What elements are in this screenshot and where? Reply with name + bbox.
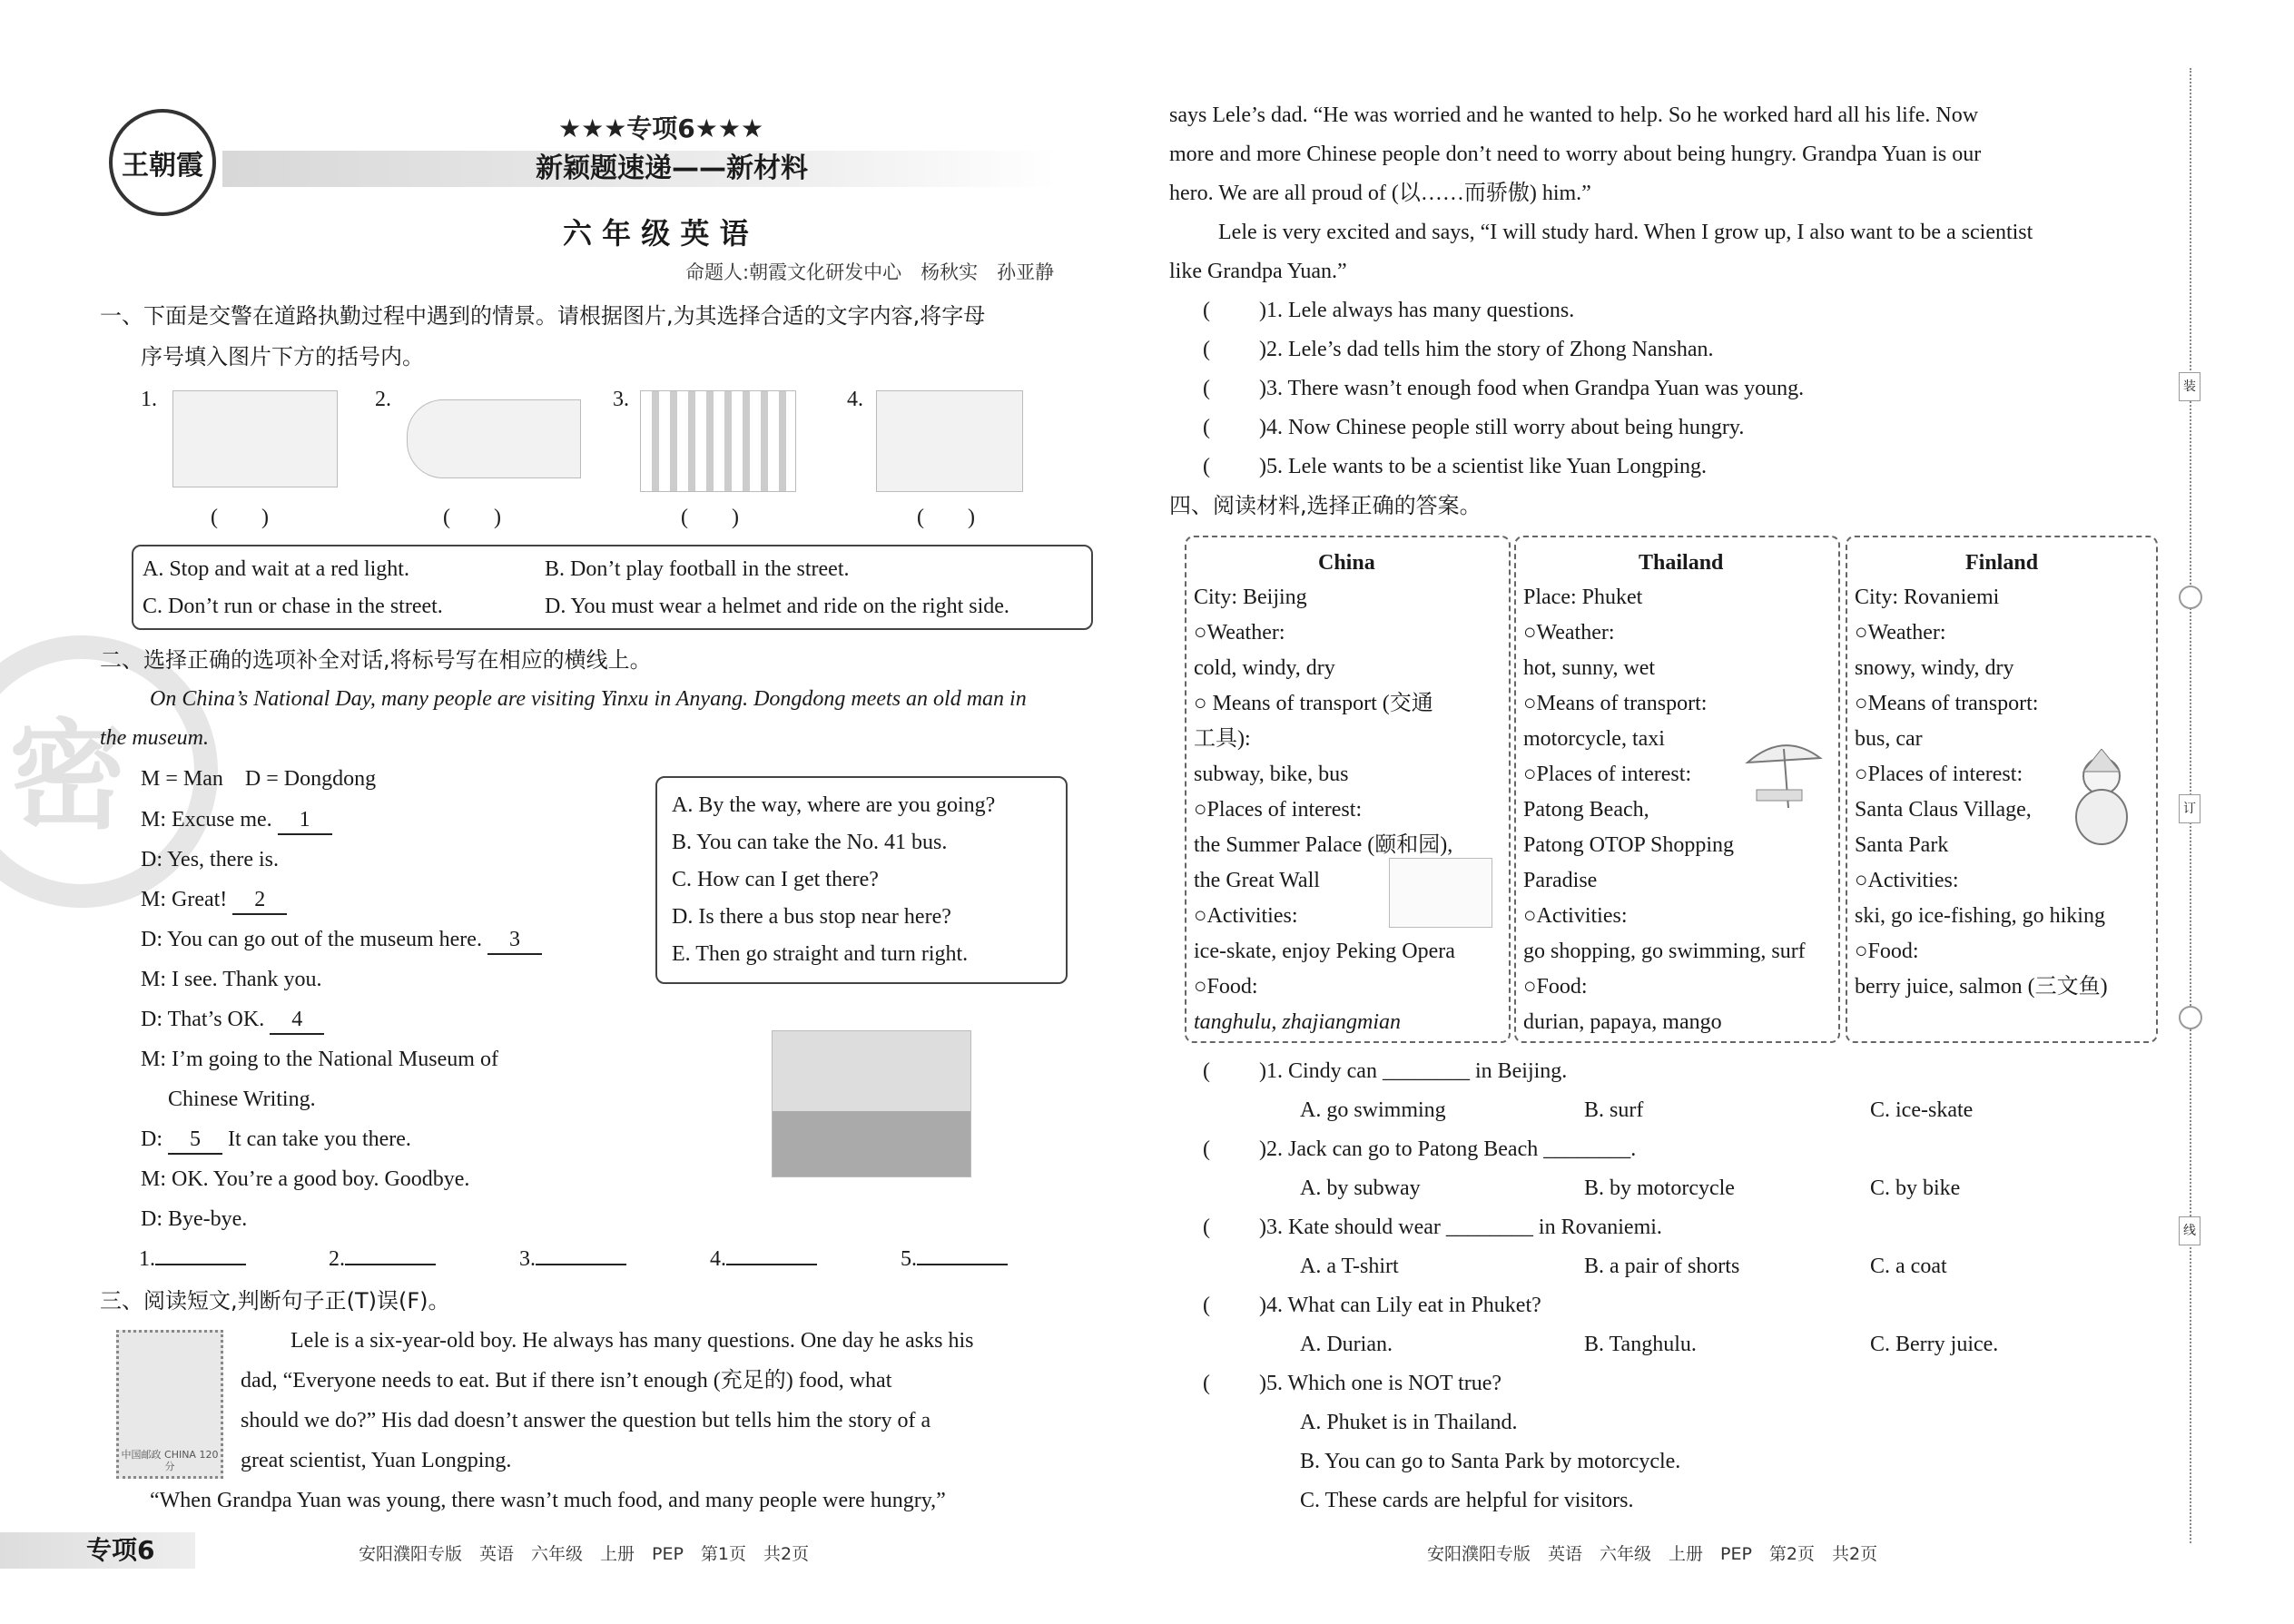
answer-2: 2.	[329, 1245, 436, 1273]
s3-rest-2: more and more Chinese people don’t need to worry about being hungry. Grandpa Yuan is our	[1169, 143, 1982, 166]
s3-question-3: ( )3. There wasn’t enough food when Grandpa Yuan was young.	[1203, 377, 1805, 400]
s2-choice-e: E. Then go straight and turn right.	[672, 942, 969, 966]
finland-line-3: snowy, windy, dry	[1855, 656, 2014, 680]
dialog-line-2: D: Yes, there is.	[141, 848, 280, 871]
santa-sketch	[2061, 749, 2142, 849]
s4-q4-a: A. Durian.	[1300, 1333, 1393, 1356]
china-line-10: ○Activities:	[1194, 904, 1298, 928]
finland-line-7: Santa Claus Village,	[1855, 798, 2032, 822]
logo	[109, 109, 216, 216]
s1-paren-3: ( )	[681, 506, 739, 529]
finland-line-12: berry juice, salmon (三文鱼)	[1855, 975, 2108, 999]
china-line-7: ○Places of interest:	[1194, 798, 1363, 822]
s1-paren-2: ( )	[443, 506, 501, 529]
s2-intro-1: On China’s National Day, many people are visiting Yinxu in Anyang. Dongdong meets an old man in	[150, 687, 1027, 711]
thailand-line-13: durian, papaya, mango	[1523, 1010, 1722, 1034]
s2-instruction: 二、选择正确的选项补全对话,将标号写在相应的横线上。	[100, 647, 652, 673]
dialog-blank-3: 3	[487, 926, 542, 955]
s3-question-5: ( )5. Lele wants to be a scientist like Yuan Longping.	[1203, 455, 1707, 478]
s4-q1-a: A. go swimming	[1300, 1098, 1446, 1122]
s4-q4-c: C. Berry juice.	[1870, 1333, 1999, 1356]
s4-q5: ( )5. Which one is NOT true?	[1203, 1372, 1502, 1395]
china-line-4: ○ Means of transport (交通	[1194, 692, 1433, 715]
footer-left-badge: 专项6	[86, 1535, 155, 1565]
china-line-11: ice-skate, enjoy Peking Opera	[1194, 940, 1455, 963]
s1-option-d: D. You must wear a helmet and ride on the right side.	[545, 595, 1009, 618]
s4-instruction: 四、阅读材料,选择正确的答案。	[1169, 493, 1482, 518]
s2-intro-2: the museum.	[100, 726, 209, 750]
thailand-line-12: ○Food:	[1523, 975, 1588, 999]
card-finland-title: Finland	[1965, 551, 2039, 575]
s3-instruction: 三、阅读短文,判断句子正(T)误(F)。	[100, 1288, 450, 1314]
dialog-blank-4: 4	[270, 1006, 324, 1035]
dialog-blank-1: 1	[278, 806, 332, 835]
s4-q5-b: B. You can go to Santa Park by motorcycle.	[1300, 1450, 1681, 1473]
s1-paren-1: ( )	[211, 506, 269, 529]
s3-para-1: Lele is a six-year-old boy. He always has many questions. One day he asks his	[290, 1329, 974, 1353]
thailand-line-6: ○Places of interest:	[1523, 763, 1692, 786]
dialog-line-6: D: That’s OK. 4	[141, 1006, 324, 1035]
s4-q4: ( )4. What can Lily eat in Phuket?	[1203, 1294, 1541, 1317]
s4-q4-b: B. Tanghulu.	[1584, 1333, 1697, 1356]
s4-q2-c: C. by bike	[1870, 1176, 1961, 1200]
thailand-line-2: ○Weather:	[1523, 621, 1615, 645]
postage-stamp	[116, 1330, 223, 1479]
s3-question-4: ( )4. Now Chinese people still worry about being hungry.	[1203, 416, 1745, 439]
china-line-12: ○Food:	[1194, 975, 1258, 999]
punch-hole-1	[2179, 586, 2202, 609]
scene-image-1	[172, 390, 338, 487]
s4-q5-a: A. Phuket is in Thailand.	[1300, 1411, 1518, 1434]
thailand-line-8: Patong OTOP Shopping	[1523, 833, 1735, 857]
dialog-line-5: M: I see. Thank you.	[141, 968, 322, 991]
scene-image-2	[407, 399, 581, 478]
answer-5: 5.	[901, 1245, 1008, 1273]
finland-line-4: ○Means of transport:	[1855, 692, 2039, 715]
s4-q2-b: B. by motorcycle	[1584, 1176, 1735, 1200]
s2-choice-d: D. Is there a bus stop near here?	[672, 905, 951, 929]
s1-option-a: A. Stop and wait at a red light.	[143, 557, 409, 581]
china-line-5: 工具):	[1194, 727, 1251, 751]
header-banner: 新颖题速递——新材料	[536, 153, 808, 184]
finland-line-2: ○Weather:	[1855, 621, 1946, 645]
thailand-line-4: ○Means of transport:	[1523, 692, 1708, 715]
dialog-blank-5: 5	[168, 1126, 222, 1155]
thailand-line-9: Paradise	[1523, 869, 1598, 892]
great-wall-sketch	[1389, 858, 1492, 928]
thailand-line-11: go shopping, go swimming, surf	[1523, 940, 1806, 963]
thailand-line-5: motorcycle, taxi	[1523, 727, 1665, 751]
header-badge: ★★★专项6★★★	[558, 113, 764, 143]
margin-mark-1: 装	[2179, 372, 2200, 401]
dialog-line-3: M: Great! 2	[141, 886, 287, 915]
s4-q1: ( )1. Cindy can ________ in Beijing.	[1203, 1059, 1568, 1083]
answer-4: 4.	[710, 1245, 817, 1273]
scene-image-4	[876, 390, 1023, 492]
dialog-blank-2: 2	[232, 886, 287, 915]
s2-choice-c: C. How can I get there?	[672, 868, 879, 891]
dialog-line-8: D: 5 It can take you there.	[141, 1126, 411, 1155]
s1-instruction-2: 序号填入图片下方的括号内。	[141, 344, 424, 369]
beach-umbrella-sketch	[1738, 731, 1825, 812]
s2-legend: M = Man D = Dongdong	[141, 767, 377, 791]
s1-num-1: 1.	[141, 388, 157, 411]
s3-para-3: should we do?” His dad doesn’t answer the question but tells him the story of a	[241, 1409, 931, 1432]
s3-rest-5: like Grandpa Yuan.”	[1169, 260, 1347, 283]
page-title: 六 年 级 英 语	[563, 216, 749, 251]
yinxu-stone-photo	[772, 1030, 971, 1177]
s3-para-2: dad, “Everyone needs to eat. But if there isn’t enough (充足的) food, what	[241, 1369, 892, 1393]
margin-mark-3: 线	[2179, 1216, 2200, 1245]
finland-line-6: ○Places of interest:	[1855, 763, 2023, 786]
stamp-text: 中国邮政 CHINA 120分	[121, 1449, 219, 1472]
s2-choice-a: A. By the way, where are you going?	[672, 793, 996, 817]
footer-right: 安阳濮阳专版 英语 六年级 上册 PEP 第2页 共2页	[1427, 1544, 1878, 1564]
china-line-3: cold, windy, dry	[1194, 656, 1335, 680]
card-china	[1185, 536, 1511, 1043]
dialog-line-7a: M: I’m going to the National Museum of	[141, 1048, 498, 1071]
s1-num-4: 4.	[847, 388, 863, 411]
s4-q3: ( )3. Kate should wear ________ in Rovaniemi.	[1203, 1216, 1662, 1239]
s3-rest-1: says Lele’s dad. “He was worried and he wanted to help. So he worked hard all his life. Now	[1169, 103, 1979, 127]
s4-q3-a: A. a T-shirt	[1300, 1255, 1399, 1278]
s3-para-4: great scientist, Yuan Longping.	[241, 1449, 512, 1472]
s4-q2-a: A. by subway	[1300, 1176, 1421, 1200]
s2-choice-b: B. You can take the No. 41 bus.	[672, 831, 948, 854]
finland-line-1: City: Rovaniemi	[1855, 586, 2000, 609]
dialog-line-10: D: Bye-bye.	[141, 1207, 248, 1231]
s3-question-1: ( )1. Lele always has many questions.	[1203, 299, 1575, 322]
finland-line-5: bus, car	[1855, 727, 1923, 751]
logo-text: 王朝霞	[122, 150, 203, 182]
finland-line-11: ○Food:	[1855, 940, 1919, 963]
thailand-line-7: Patong Beach,	[1523, 798, 1649, 822]
china-line-6: subway, bike, bus	[1194, 763, 1349, 786]
s4-q1-b: B. surf	[1584, 1098, 1644, 1122]
s3-rest-3: hero. We are all proud of (以……而骄傲) him.”	[1169, 182, 1591, 205]
finland-line-10: ski, go ice-fishing, go hiking	[1855, 904, 2105, 928]
finland-line-8: Santa Park	[1855, 833, 1949, 857]
punch-hole-2	[2179, 1006, 2202, 1029]
china-line-1: City: Beijing	[1194, 586, 1307, 609]
card-thailand-title: Thailand	[1639, 551, 1724, 575]
thailand-line-10: ○Activities:	[1523, 904, 1628, 928]
s1-num-2: 2.	[375, 388, 391, 411]
watermark-text: 密	[9, 707, 128, 845]
s4-q3-c: C. a coat	[1870, 1255, 1947, 1278]
footer-left: 安阳濮阳专版 英语 六年级 上册 PEP 第1页 共2页	[359, 1544, 810, 1564]
s3-question-2: ( )2. Lele’s dad tells him the story of Zhong Nanshan.	[1203, 338, 1714, 361]
s1-instruction-1: 一、下面是交警在道路执勤过程中遇到的情景。请根据图片,为其选择合适的文字内容,将字母	[100, 303, 986, 329]
china-line-13: tanghulu, zhajiangmian	[1194, 1010, 1402, 1034]
s3-rest-4: Lele is very excited and says, “I will study hard. When I grow up, I also want to be a scientist	[1218, 221, 2033, 244]
china-line-8: the Summer Palace (颐和园),	[1194, 833, 1453, 857]
s4-q1-c: C. ice-skate	[1870, 1098, 1974, 1122]
finland-line-9: ○Activities:	[1855, 869, 1959, 892]
thailand-line-1: Place: Phuket	[1523, 586, 1643, 609]
scene-image-3	[640, 390, 796, 492]
card-china-title: China	[1318, 551, 1375, 575]
s4-q3-b: B. a pair of shorts	[1584, 1255, 1740, 1278]
dialog-line-9: M: OK. You’re a good boy. Goodbye.	[141, 1167, 470, 1191]
china-line-9: the Great Wall	[1194, 869, 1320, 892]
dialog-line-1: M: Excuse me. 1	[141, 806, 332, 835]
margin-mark-2: 订	[2179, 794, 2200, 823]
s1-num-3: 3.	[613, 388, 629, 411]
s3-para-5: “When Grandpa Yuan was young, there wasn’t much food, and many people were hungry,”	[150, 1489, 946, 1512]
answer-1: 1.	[139, 1245, 246, 1273]
s1-option-b: B. Don’t play football in the street.	[545, 557, 850, 581]
dialog-line-7b: Chinese Writing.	[168, 1088, 316, 1111]
dialog-line-4: D: You can go out of the museum here. 3	[141, 926, 542, 955]
s1-paren-4: ( )	[917, 506, 975, 529]
thailand-line-3: hot, sunny, wet	[1523, 656, 1656, 680]
authors: 命题人:朝霞文化研发中心 杨秋实 孙亚静	[685, 261, 1055, 283]
s1-option-c: C. Don’t run or chase in the street.	[143, 595, 443, 618]
answer-3: 3.	[519, 1245, 626, 1273]
s4-q5-c: C. These cards are helpful for visitors.	[1300, 1489, 1634, 1512]
s4-q2: ( )2. Jack can go to Patong Beach ________.	[1203, 1137, 1637, 1161]
china-line-2: ○Weather:	[1194, 621, 1285, 645]
